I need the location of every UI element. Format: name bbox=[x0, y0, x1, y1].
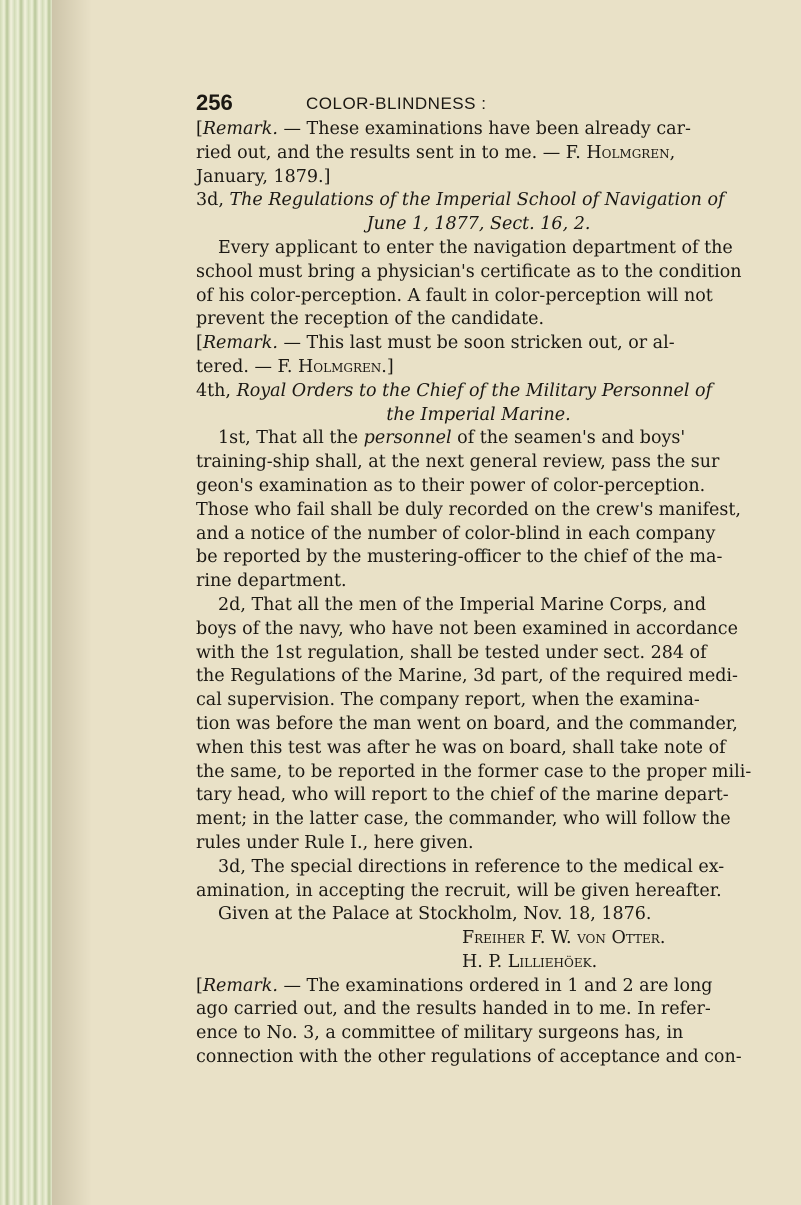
gutter-shadow bbox=[52, 0, 92, 1205]
text-line: be reported by the mustering-officer to the chief of the ma- bbox=[196, 547, 723, 568]
text-line: ago carried out, and the results handed in to me. In refer- bbox=[196, 999, 711, 1020]
page-number: 256 bbox=[196, 90, 233, 115]
text-line: the Regulations of the Marine, 3d part, of the required medi- bbox=[196, 666, 738, 687]
text-line: and a notice of the number of color-blind in each company bbox=[196, 523, 716, 544]
text-line: rules under Rule I., here given. bbox=[196, 832, 474, 853]
text-line: Those who fail shall be duly recorded on the crew's manifest, bbox=[196, 499, 741, 520]
text-line: Every applicant to enter the navigation department of the bbox=[218, 237, 733, 258]
signature-line: Freiher F. W. von Otter. bbox=[462, 928, 666, 949]
text-line: school must bring a physician's certificate as to the condition bbox=[196, 261, 742, 282]
text-line: January, 1879.] bbox=[196, 166, 331, 187]
text-line: [Remark. — The examinations ordered in 1 and 2 are long bbox=[196, 975, 713, 996]
text-line: 3d, The special directions in reference to the medical ex- bbox=[218, 856, 725, 877]
text-line: prevent the reception of the candidate. bbox=[196, 309, 545, 330]
text-line: amination, in accepting the recruit, will be given hereafter. bbox=[196, 880, 722, 901]
text-line: when this test was after he was on board, shall take note of bbox=[196, 737, 726, 758]
text-line: cal supervision. The company report, when the examina- bbox=[196, 690, 700, 711]
section-heading-cont: the Imperial Marine. bbox=[386, 404, 571, 425]
text-line: with the 1st regulation, shall be tested under sect. 284 of bbox=[196, 642, 707, 663]
text-line: training-ship shall, at the next general review, pass the sur bbox=[196, 452, 720, 473]
text-line: the same, to be reported in the former case to the proper mili- bbox=[196, 761, 752, 782]
text-line: [Remark. — This last must be soon stricken out, or al- bbox=[196, 333, 675, 354]
text-line: Given at the Palace at Stockholm, Nov. 18, 1876. bbox=[218, 904, 652, 925]
running-title: COLOR-BLINDNESS : bbox=[306, 94, 487, 113]
page-body bbox=[196, 118, 761, 1070]
text-line: 1st, That all the personnel of the seamen's and boys' bbox=[218, 428, 686, 449]
book-binding bbox=[0, 0, 52, 1205]
book-page bbox=[196, 90, 761, 1070]
text-line: of his color-perception. A fault in color-perception will not bbox=[196, 285, 713, 306]
text-line: ried out, and the results sent in to me. — F. Holmgren, bbox=[196, 142, 676, 163]
text-line: ence to No. 3, a committee of military surgeons has, in bbox=[196, 1023, 684, 1044]
text-line: ment; in the latter case, the commander, who will follow the bbox=[196, 809, 731, 830]
text-line: rine department. bbox=[196, 571, 347, 592]
signature-line: H. P. Lilliehöek. bbox=[462, 951, 598, 972]
running-head bbox=[196, 90, 761, 118]
text-line: 2d, That all the men of the Imperial Marine Corps, and bbox=[218, 594, 707, 615]
text-line: tion was before the man went on board, and the commander, bbox=[196, 713, 738, 734]
text-line: boys of the navy, who have not been examined in accordance bbox=[196, 618, 738, 639]
text-line: tered. — F. Holmgren.] bbox=[196, 356, 394, 377]
text-line: tary head, who will report to the chief of the marine depart- bbox=[196, 785, 729, 806]
text-line: connection with the other regulations of acceptance and con- bbox=[196, 1047, 742, 1068]
section-heading: 3d, The Regulations of the Imperial School of Navigation of bbox=[196, 190, 725, 211]
section-heading: 4th, Royal Orders to the Chief of the Military Personnel of bbox=[196, 380, 713, 401]
section-heading-cont: June 1, 1877, Sect. 16, 2. bbox=[366, 214, 591, 235]
text-line: [Remark. — These examinations have been already car- bbox=[196, 119, 691, 139]
text-line: geon's examination as to their power of color-perception. bbox=[196, 475, 706, 496]
